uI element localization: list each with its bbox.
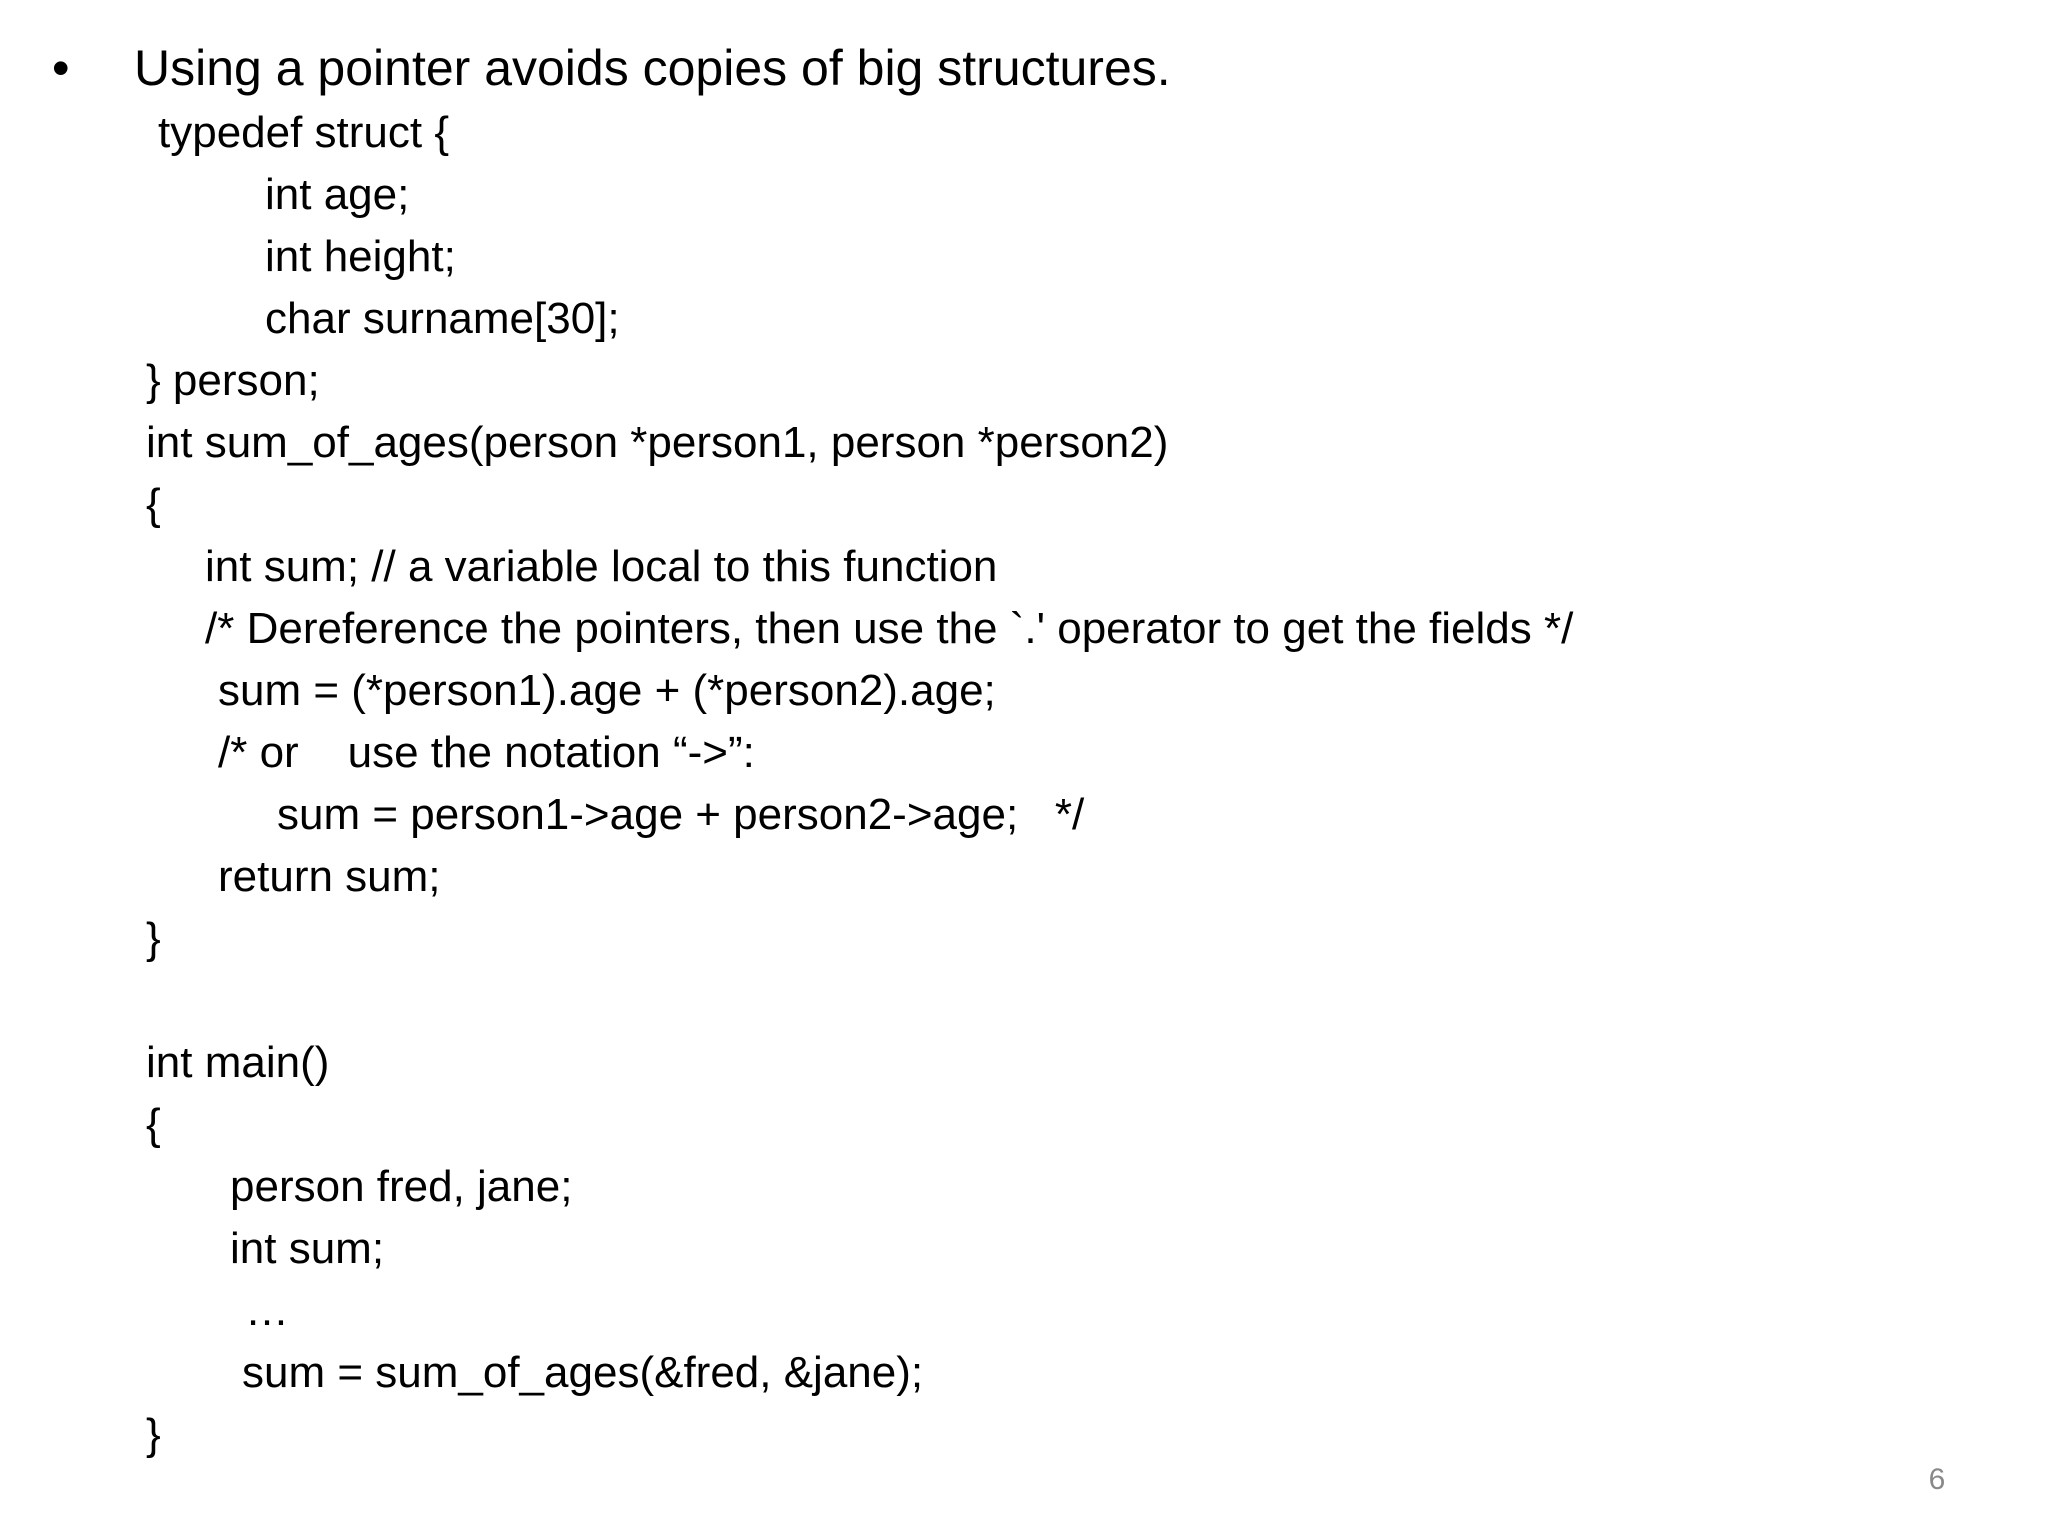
code-line-sum-dereference: sum = (*person1).age + (*person2).age; [218,666,996,715]
code-line-main-open-brace: { [146,1100,161,1149]
code-line-arrow-comment: /* or use the notation “->”: [218,728,755,777]
slide-heading: Using a pointer avoids copies of big structures. [134,40,1171,96]
code-line-main-close-brace: } [146,1410,161,1459]
code-line-struct-close: } person; [146,356,320,405]
bullet-marker: • [52,40,70,96]
code-line-sum-arrow: sum = person1->age + person2->age; */ [277,790,1085,839]
code-line-person-declaration: person fred, jane; [230,1162,573,1211]
code-line-height-field: int height; [265,232,456,281]
code-line-return: return sum; [218,852,441,901]
code-line-sum-declaration: int sum; // a variable local to this function [205,542,998,591]
code-line-dereference-comment: /* Dereference the pointers, then use the `.' operator to get the fields */ [205,604,1574,653]
code-line-main-signature: int main() [146,1038,330,1087]
code-line-surname-field: char surname[30]; [265,294,620,343]
code-line-sum-call: sum = sum_of_ages(&fred, &jane); [242,1348,924,1397]
code-line-ellipsis: … [245,1286,289,1335]
code-line-function-signature: int sum_of_ages(person *person1, person *person2) [146,418,1169,467]
code-line-age-field: int age; [265,170,410,219]
code-line-typedef: typedef struct { [158,108,450,157]
code-line-main-sum-declaration: int sum; [230,1224,385,1273]
code-line-function-open-brace: { [146,480,161,529]
page-number: 6 [1928,1463,1946,1496]
code-line-function-close-brace: } [146,914,161,963]
